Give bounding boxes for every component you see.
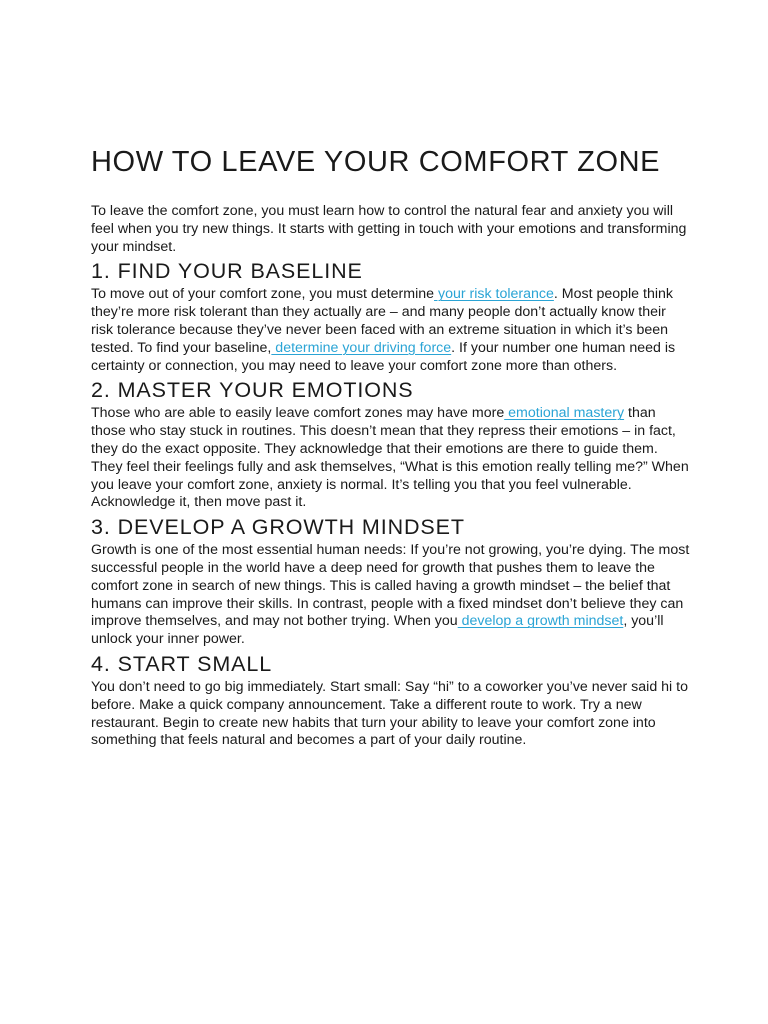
section-paragraph-find-your-baseline: [91, 286, 691, 375]
growth-mindset-link[interactable]: develop a growth mindset: [457, 613, 624, 630]
text-run: To move out of your comfort zone, you must determine: [91, 286, 435, 303]
section-heading-find-your-baseline: 1. FIND YOUR BASELINE: [91, 259, 363, 284]
text-run: . If your number one human need is certainty or connection, you may need to leave your comfort zone more than others.: [91, 339, 676, 374]
section-heading-develop-a-growth-mindset: 3. DEVELOP A GROWTH MINDSET: [91, 515, 465, 540]
text-run: You don’t need to go big immediately. Start small: Say “hi” to a coworker you’ve never said hi to before. Make a quick company announcement. Take a different route to work. Try a new restaurant. Begin to create new habits that turn your ability to leave your comfort zone into something that feels natural and becomes a part of your daily routine.: [91, 678, 688, 749]
intro-paragraph: To leave the comfort zone, you must learn how to control the natural fear and anxiety you will feel when you try new things. It starts with getting in touch with your emotions and transforming your mindset.: [91, 203, 687, 255]
page-title: HOW TO LEAVE YOUR COMFORT ZONE: [91, 146, 661, 178]
section-heading-master-your-emotions: 2. MASTER YOUR EMOTIONS: [91, 378, 414, 403]
driving-force-link[interactable]: determine your driving force: [271, 339, 452, 356]
emotional-mastery-link[interactable]: emotional mastery: [504, 405, 625, 422]
section-paragraph-develop-a-growth-mindset: [91, 542, 691, 649]
text-run: Those who are able to easily leave comfort zones may have more: [91, 405, 505, 422]
section-heading-start-small: 4. START SMALL: [91, 651, 273, 676]
document-page: [91, 141, 691, 750]
text-run: . Most people think they’re more risk tolerant than they actually are – and many people don’t actually know their risk tolerance because they’ve never been faced with an extreme situation in which it’s been tested. To find your baseline,: [91, 286, 673, 356]
text-run: , you’ll unlock your inner power.: [91, 613, 664, 648]
text-run: Growth is one of the most essential human needs: If you’re not growing, you’re dying. The most successful people in the world have a deep need for growth that pushes them to leave the comfort zone in search of new things. This is called having a growth mindset – the belief that humans can improve their skills. In contrast, people with a fixed mindset don’t believe they can improve themselves, and may not bother trying. When you: [91, 542, 690, 630]
section-paragraph-master-your-emotions: [91, 405, 691, 512]
risk-tolerance-link[interactable]: your risk tolerance: [434, 286, 554, 303]
text-run: than those who stay stuck in routines. This doesn’t mean that they repress their emotions – in fact, they do the exact opposite. They acknowledge that their emotions are there to guide them. They feel their feelings fully and ask themselves, “What is this emotion really telling me?” When you leave your comfort zone, anxiety is normal. It’s telling you that you feel vulnerable. Acknowledge it, then move past it.: [91, 405, 689, 511]
section-paragraph-start-small: [91, 679, 691, 750]
